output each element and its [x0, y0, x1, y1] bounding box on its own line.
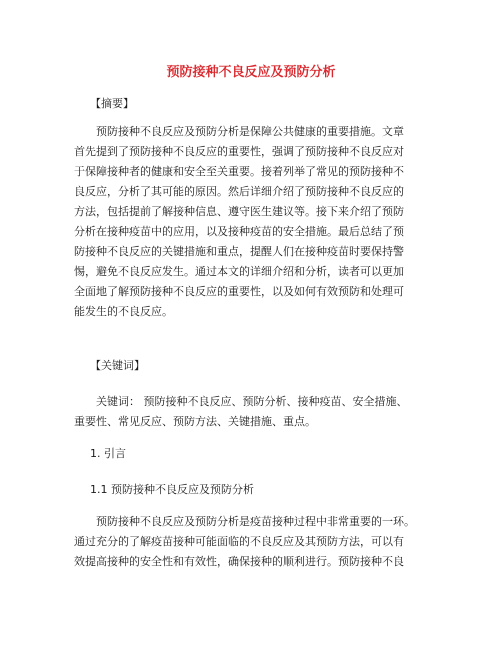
- abstract-line: 方法，包括提前了解接种信息、遵守医生建议等。接下来介绍了预防: [74, 205, 404, 218]
- abstract-line: 预防接种不良反应及预防分析是保障公共健康的重要措施。文章: [96, 125, 404, 138]
- abstract-line: 全面地了解预防接种不良反应的重要性，以及如何有效预防和处理可: [74, 285, 404, 298]
- abstract-line: 惕，避免不良反应发生。通过本文的详细介绍和分析，读者可以更加: [74, 265, 404, 278]
- abstract-line: 于保障接种者的健康和安全至关重要。接着列举了常见的预防接种不: [74, 165, 404, 178]
- abstract-line: 能发生的不良反应。: [74, 305, 173, 318]
- abstract-heading: 【摘要】: [90, 97, 134, 110]
- section-heading-1: 1. 引言: [90, 447, 126, 460]
- keywords-line: 关键词： 预防接种不良反应、预防分析、接种疫苗、安全措施、: [96, 395, 408, 408]
- abstract-paragraph: [74, 122, 434, 322]
- intro-line: 效提高接种的安全性和有效性，确保接种的顺利进行。预防接种不良: [74, 555, 404, 568]
- abstract-line: 首先提到了预防接种不良反应的重要性，强调了预防接种不良反应对: [74, 145, 404, 158]
- abstract-line: 良反应，分析了其可能的原因。然后详细介绍了预防接种不良反应的: [74, 185, 404, 198]
- abstract-line: 分析在接种疫苗中的应用，以及接种疫苗的安全措施。最后总结了预: [74, 225, 404, 238]
- intro-paragraph: [74, 512, 434, 572]
- section-heading-1-1: 1.1 预防接种不良反应及预防分析: [90, 483, 254, 496]
- keywords-paragraph: [74, 392, 434, 432]
- keywords-line: 重要性、常见反应、预防方法、关键措施、重点。: [74, 415, 316, 428]
- intro-line: 通过充分的了解疫苗接种可能面临的不良反应及其预防方法，可以有: [74, 535, 404, 548]
- intro-line: 预防接种不良反应及预防分析是疫苗接种过程中非常重要的一环。: [96, 515, 415, 528]
- keywords-heading: 【关键词】: [90, 359, 145, 372]
- document-title: 预防接种不良反应及预防分析: [166, 65, 336, 80]
- abstract-line: 防接种不良反应的关键措施和重点，提醒人们在接种疫苗时要保持警: [74, 245, 404, 258]
